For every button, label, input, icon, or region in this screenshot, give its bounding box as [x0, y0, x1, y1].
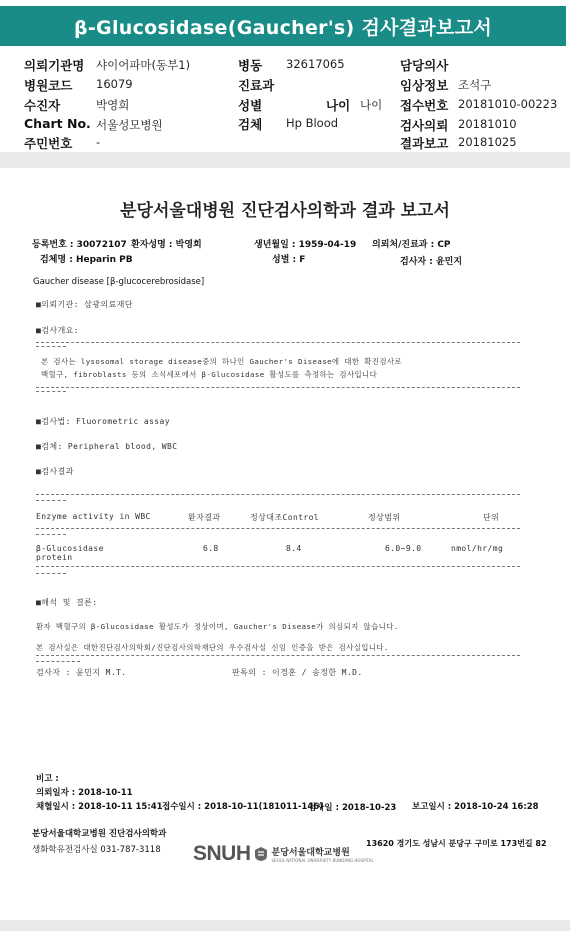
header-value: Hp Blood — [286, 116, 339, 130]
overview-line: 백혈구, fibroblasts 등의 소식세포에서 β-Glucosidase 활성도를 측정하는 검사입니다 — [41, 370, 378, 379]
header-key: 담당의사 — [400, 58, 449, 73]
table-cell-range: 6.0~9.0 — [385, 544, 422, 553]
header-key: 임상정보 — [400, 78, 449, 93]
header-key: 검사의뢰 — [400, 118, 449, 133]
divider — [36, 494, 520, 495]
header-key: 결과보고 — [400, 136, 449, 151]
report-title-bar — [0, 6, 566, 46]
divider — [36, 500, 66, 501]
header-value: 20181025 — [458, 135, 517, 149]
header-value: 박영희 — [96, 98, 130, 112]
table-header: 정상대조Control — [250, 513, 320, 522]
header-value: 나이 — [360, 98, 383, 112]
test-date: 검사일 : 2018-10-23 — [308, 803, 397, 813]
table-header: Enzyme activity in WBC — [36, 512, 151, 521]
table-cell-patient: 6.8 — [203, 544, 219, 553]
divider — [36, 528, 520, 529]
divider — [36, 387, 520, 388]
hospital-address: 13620 경기도 성남시 분당구 구미로 173번길 82 — [366, 839, 547, 848]
page-separator — [0, 152, 570, 168]
patient-name: 환자성명 : 박영희 — [131, 240, 202, 250]
result-heading: ■검사결과 — [36, 467, 74, 476]
header-value: 32617065 — [286, 57, 345, 71]
registration-number: 등록번호 : 30072107 — [32, 240, 127, 250]
interpretation-line: 본 검사실은 대한진단검사의학회/진단검사의학재단의 우수검사실 신임 인증을 받은 검사실입니다. — [36, 643, 389, 652]
header-key: 병동 — [238, 58, 263, 73]
table-header: 단위 — [483, 513, 500, 522]
header-value: - — [96, 135, 101, 149]
sex: 성별 : F — [272, 255, 306, 265]
divider — [36, 566, 520, 567]
footer-lab-phone: 생화학유전검사실 031-787-3118 — [32, 845, 161, 855]
page-separator-bottom — [0, 920, 570, 931]
hospital-logo — [193, 842, 374, 866]
signer-tester: 검사자 : 윤민지 M.T. — [36, 668, 127, 677]
test-name: Gaucher disease [β-glucocerebrosidase] — [33, 277, 205, 287]
referral-org: ■의뢰기관: 삼광의료재단 — [36, 300, 133, 309]
header-key: 성별 — [238, 98, 263, 113]
interpretation-heading: ■해석 및 결론: — [36, 598, 98, 607]
specimen-type: ■검체: Peripheral blood, WBC — [36, 442, 178, 451]
header-key: 나이 — [326, 98, 351, 113]
header-value: 20181010 — [458, 117, 517, 131]
divider — [36, 342, 520, 343]
header-key: 주민번호 — [24, 136, 73, 151]
divider — [36, 346, 66, 347]
test-method: ■검사법: Fluorometric assay — [36, 417, 170, 426]
snuh-logo-text: SNUH — [193, 842, 251, 865]
logo-hospital-name: 분당서울대학교병원 — [271, 848, 350, 858]
divider — [36, 573, 66, 574]
overview-heading: ■검사개요: — [36, 326, 79, 335]
header-key: Chart No. — [24, 116, 91, 131]
collection-time: 채혈일시 : 2018-10-11 15:41 — [36, 802, 163, 812]
request-date: 의뢰일자 : 2018-10-11 — [36, 788, 133, 798]
header-key: 진료과 — [238, 78, 275, 93]
snuh-emblem-icon — [254, 846, 268, 862]
report-title: β-Glucosidase(Gaucher's) 검사결과보고서 — [73, 16, 493, 39]
table-row-name: β-Glucosidase — [36, 544, 104, 553]
tester: 검사자 : 윤민지 — [400, 257, 463, 267]
header-value: 서울성모병원 — [96, 118, 163, 132]
specimen-name: 검체명 : Heparin PB — [40, 255, 133, 265]
report-time: 보고일시 : 2018-10-24 16:28 — [412, 802, 539, 812]
divider — [36, 655, 520, 656]
header-key: 병원코드 — [24, 78, 73, 93]
header-key: 의뢰기관명 — [24, 58, 85, 73]
requesting-dept: 의뢰처/진료과 : CP — [372, 240, 451, 250]
overview-line: 본 검사는 lysosomal storage disease중의 하나인 Gaucher's Disease에 대한 확진검사로 — [41, 357, 402, 366]
table-header: 정상범위 — [368, 513, 401, 522]
table-row-name: protein — [36, 553, 73, 562]
table-header: 환자결과 — [188, 513, 221, 522]
header-key: 수진자 — [24, 98, 61, 113]
table-cell-control: 8.4 — [286, 544, 302, 553]
report-heading: 분당서울대병원 진단검사의학과 결과 보고서 — [120, 201, 450, 221]
date-of-birth: 생년월일 : 1959-04-19 — [254, 240, 357, 250]
header-value: 샤이어파마(동부1) — [96, 58, 191, 72]
header-key: 검체 — [238, 117, 263, 132]
header-value: 16079 — [96, 77, 133, 91]
footer-department: 분당서울대학교병원 진단검사의학과 — [32, 829, 167, 839]
signer-reader: 판독의 : 이경훈 / 송정한 M.D. — [232, 668, 363, 677]
receipt-time: 접수일시 : 2018-10-11(181011-146) — [162, 802, 324, 812]
header-key: 접수번호 — [400, 98, 449, 113]
divider — [36, 661, 80, 662]
header-value: 조석구 — [458, 78, 492, 92]
divider — [36, 391, 66, 392]
logo-hospital-subname: SEOUL NATIONAL UNIVERSITY BUNDANG HOSPITAL — [271, 858, 374, 863]
interpretation-line: 환자 백혈구의 β-Glucosidase 활성도가 정상이며, Gaucher's Disease가 의심되지 않습니다. — [36, 622, 399, 631]
note-label: 비고 : — [36, 774, 59, 784]
header-value: 20181010-00223 — [458, 97, 558, 111]
table-cell-unit: nmol/hr/mg — [451, 544, 504, 553]
divider — [36, 534, 66, 535]
